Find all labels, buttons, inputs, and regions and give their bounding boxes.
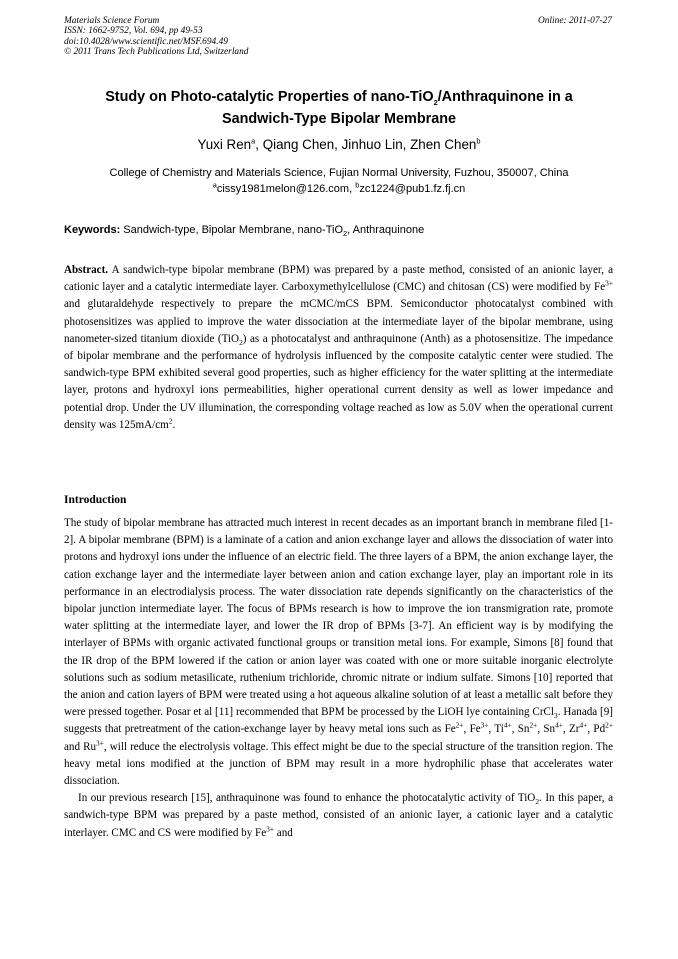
abstract-text: A sandwich-type bipolar membrane (BPM) was prepared by a paste method, consisted of an anionic layer, a cationic layer and a catalytic intermediate layer. Carboxymethylcellulose (CMC) and chitosan (CS) were modified by Fe (64, 264, 613, 294)
email-address: zc1224@pub1.fz.fj.cn (359, 183, 466, 195)
author-name: Yuxi Ren (197, 137, 252, 152)
journal-name: Materials Science Forum (64, 16, 160, 26)
title-part: /Anthraquinone in a (437, 89, 573, 105)
affiliation (40, 165, 638, 197)
online-date: Online: 2011-07-27 (537, 16, 612, 26)
superscript: 2+ (605, 720, 613, 730)
abstract-text: . (172, 418, 176, 431)
superscript: 3+ (96, 737, 104, 747)
superscript: 2 (168, 416, 173, 426)
author-list (40, 136, 638, 154)
subscript: 2 (239, 338, 243, 348)
affiliation-address: College of Chemistry and Materials Science, Fujian Normal University, Fuzhou, 350007, China (109, 167, 569, 179)
paragraph-text: In our previous research [15], anthraquinone was found to enhance the photocatalytic activity of TiO (78, 792, 536, 805)
keywords-text: , Anthraquinone (347, 224, 425, 236)
paragraph-text: . Hanada [9] suggests that pretreatment of the cation-exchange layer by heavy metal ions such as Fe (64, 706, 613, 736)
abstract-text: ) as a photocatalyst and anthraquinone (Anth) as a photosensitize. The impedance of bipolar membrane and the performance of hydrolysis influenced by the composite catalytic center were studied. The sandwich-type BPM exhibited several good properties, such as higher efficiency for the water splitting at the intermediate layer, protons and hydroxyl ions permeabilities, higher operational current density as well as lower impedance and potential drop. Under the UV illumination, the corresponding voltage reached as low as 5.0V when the operational current density was 125mA/cm (64, 332, 613, 431)
paragraph-text: . In this paper, a sandwich-type BPM was prepared by a paste method, consisted of an anionic layer, a cationic layer and a catalytic interlayer. CMC and CS were modified by Fe (64, 792, 614, 839)
subscript: 2 (535, 797, 540, 807)
email-line (40, 181, 638, 197)
paragraph-text: , Pd (587, 723, 606, 736)
affiliation-mark: a (212, 180, 217, 190)
paragraph-text: and Ru (64, 740, 97, 753)
keywords-text: Sandwich-type, Bipolar Membrane, nano-TiO (120, 224, 343, 236)
email-address: cissy1981melon@126.com, (216, 183, 356, 195)
paragraph-text: , Fe (463, 723, 481, 736)
doi-line: doi:10.4028/www.scientific.net/MSF.694.49 (64, 36, 228, 47)
title-line-2: Sandwich-Type Bipolar Membrane (221, 111, 457, 127)
superscript: 3+ (266, 823, 274, 833)
issn-line: ISSN: 1662-9752, Vol. 694, pp 49-53 (64, 26, 203, 37)
title-part: Study on Photo-catalytic Properties of nano-TiO (105, 89, 434, 105)
paragraph-text: The study of bipolar membrane has attracted much interest in recent decades as an important branch in membrane filed [1-2]. A bipolar membrane (BPM) is a laminate of a cation and anion exchange layer and allows the dissociation of water into protons and hydroxyl ions under the influence of an electric field. The three layers of a BPM, the anion exchange layer, the cation exchange layer and the intermediate layer between anion and cation exchange layer, play an important role in its performance in an electrodialysis process. The water dissociation rate depends significantly on the characteristics of the bipolar junction intermediate layer. The focus of BPMs research is how to improve the ion transmigration rate, promote water splitting at the intermediate layer, and lower the IR drop of BPMs [3-7]. An efficient way is by modifying the interlayer of BPMs with organic activated functional groups or transition metal ions. For example, Simons [8] found that the IR drop of the BPM lowered if the cation or anion layer was coated with one or more suitable inorganic electrolyte solutions such as sodium metasilicate, ruthenium trichloride, chromic nitrate or indium sulfate. Simons [10] reported that the anion and cation layers of BPM were treated using a hot aqueous alkaline solution of at least a metallic salt before they were pressed together. Posar et al [11] recommended that BPM be processed by the LiOH lye containing CrCl (64, 517, 613, 719)
title-subscript: 2 (433, 97, 438, 107)
superscript: 4+ (555, 720, 563, 730)
keywords-subscript: 2 (343, 229, 348, 239)
paragraph-text: and (274, 826, 293, 839)
superscript: 2+ (529, 720, 538, 730)
journal-header (64, 16, 249, 58)
superscript: 4+ (503, 720, 512, 730)
paragraph (64, 515, 613, 790)
paragraph-text: , Ti (488, 723, 504, 736)
author-names: , Qiang Chen, Jinhuo Lin, Zhen Chen (255, 137, 477, 152)
affiliation-mark: b (476, 136, 481, 146)
abstract-label: Abstract. (64, 264, 109, 276)
superscript: 4+ (579, 720, 588, 730)
subscript: 3 (554, 711, 558, 721)
introduction-body (64, 515, 613, 842)
paragraph-text: , Sn (537, 723, 556, 736)
paragraph-text: , will reduce the electrolysis voltage. This effect might be due to the special structure of the transition region. The heavy metal ions modified at the junction of BPM may result in a more hydrophilic phase that accelerates water dissociation. (64, 740, 613, 788)
paragraph-text: , Sn (511, 723, 530, 736)
section-heading-introduction: Introduction (64, 494, 127, 506)
abstract-text: and glutaraldehyde respectively to prepare the mCMC/mCS BPM. Semiconductor photocatalyst combined with photosensitizes was applied to improve the water dissociation at the intermediate layer of the bipolar membrane, using nanometer-sized titanium dioxide (TiO (64, 298, 613, 345)
keywords-label: Keywords: (64, 224, 121, 236)
keywords (64, 223, 616, 237)
superscript: 2+ (455, 720, 464, 730)
superscript: 3+ (480, 720, 489, 730)
affiliation-mark: b (355, 180, 360, 190)
copyright-line: © 2011 Trans Tech Publications Ltd, Switzerland (64, 47, 249, 58)
affiliation-mark: a (251, 136, 256, 146)
superscript: 3+ (605, 278, 613, 288)
abstract (64, 262, 613, 434)
paragraph (64, 790, 613, 842)
paragraph-text: , Zr (562, 723, 580, 736)
paper-title (40, 86, 638, 130)
